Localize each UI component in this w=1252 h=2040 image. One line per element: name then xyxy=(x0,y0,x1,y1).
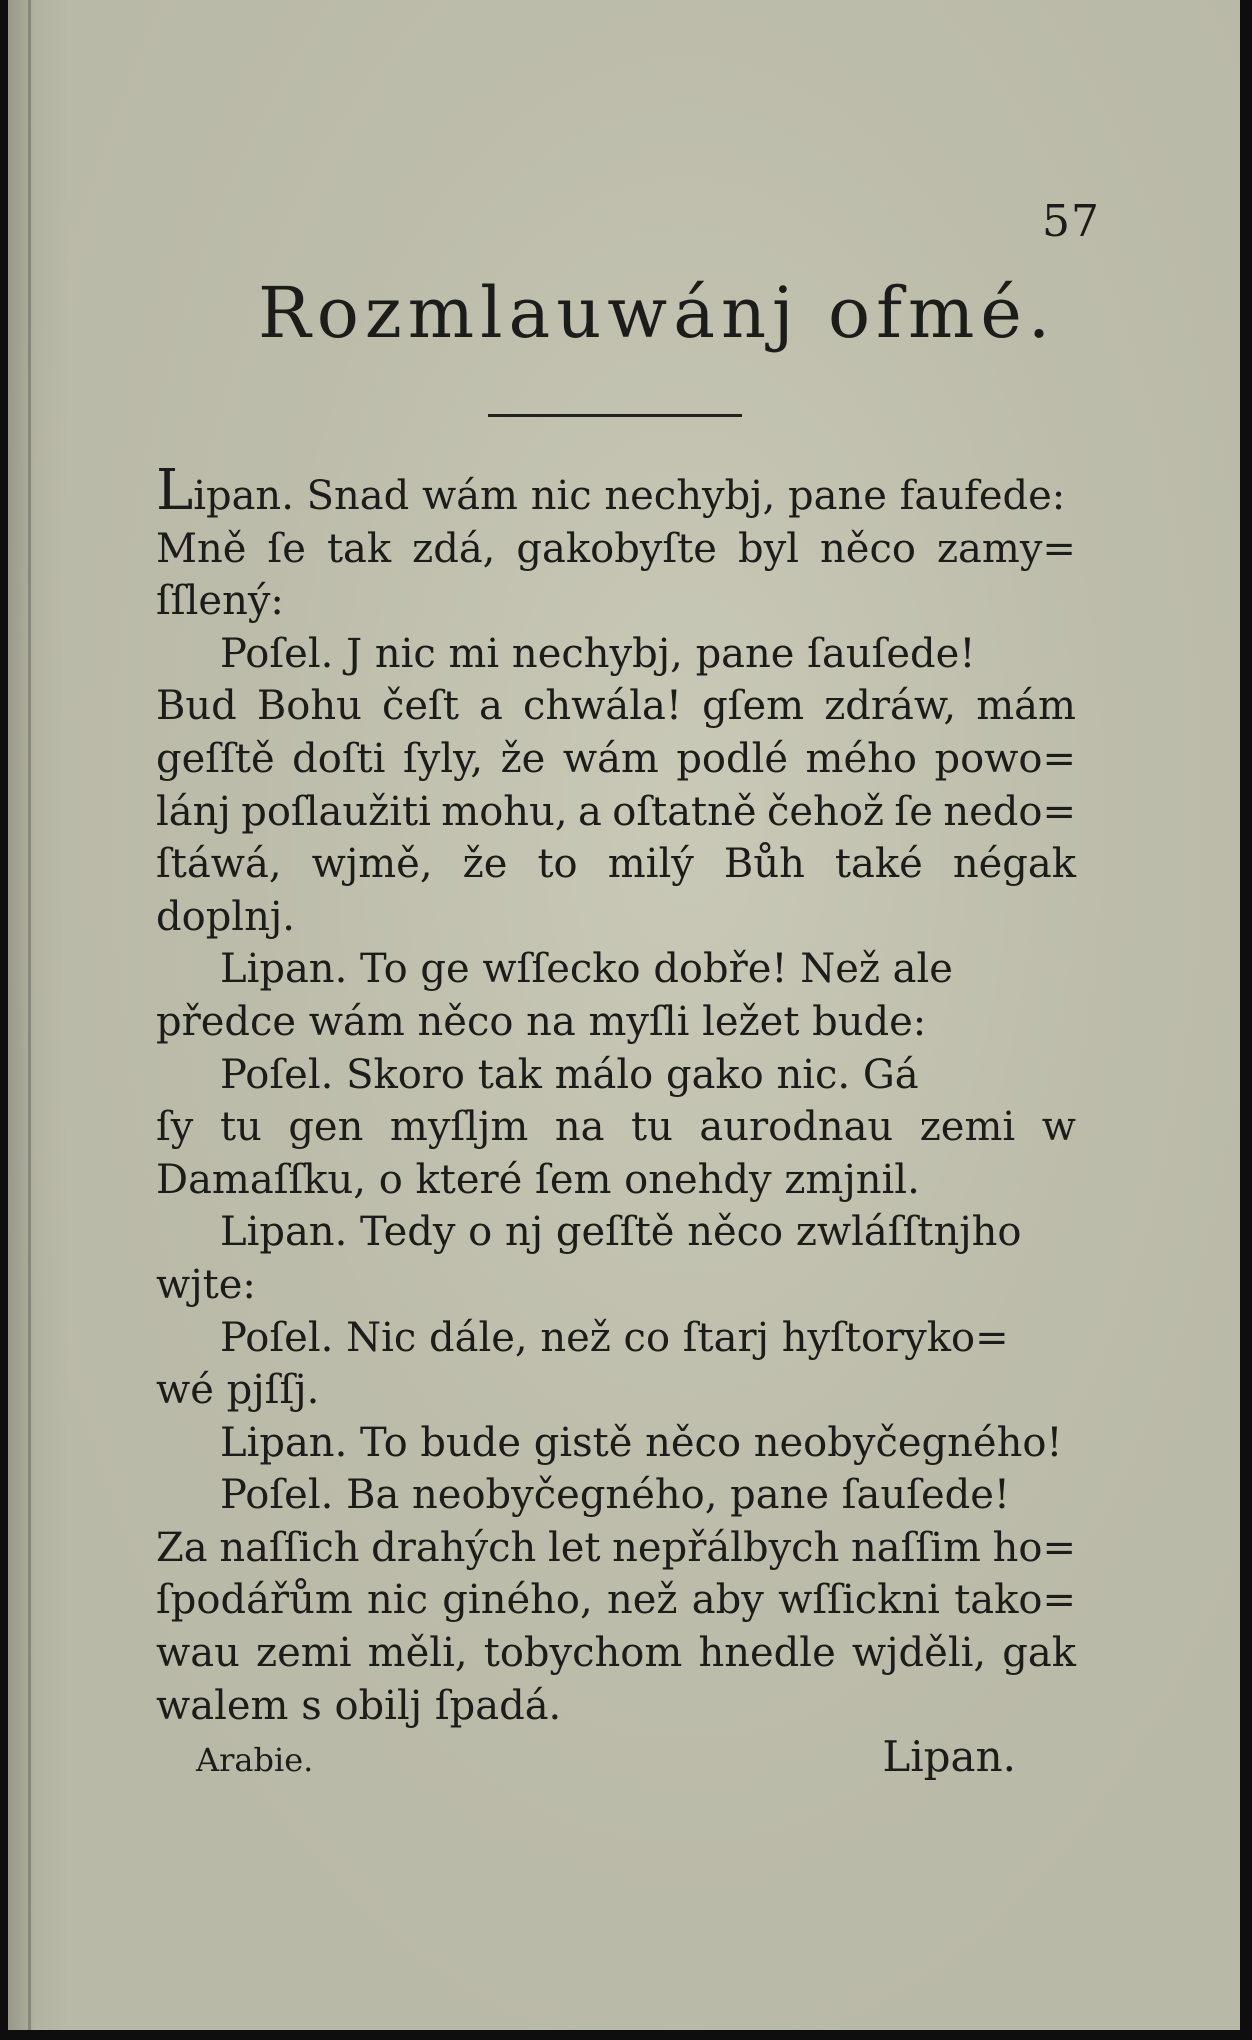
word: něco xyxy=(820,525,916,572)
word: ſtáwá, xyxy=(156,841,282,888)
word: oſtatně xyxy=(612,788,757,835)
line-text: Poſel. Nic dále, než co ſtarj hyſtoryko= xyxy=(220,1314,1009,1361)
word: ſe xyxy=(267,525,306,572)
word: wau xyxy=(156,1630,240,1677)
word: gak xyxy=(1002,1630,1076,1677)
word: myſljm xyxy=(389,1104,529,1151)
text-line xyxy=(156,838,1076,891)
text-line xyxy=(156,1574,1076,1627)
word: tobychom xyxy=(483,1630,683,1677)
chapter-title: Rozmlauwánj ofmé. xyxy=(258,272,1057,354)
word: tako= xyxy=(954,1577,1076,1624)
word: wſſickni xyxy=(778,1577,940,1624)
word: giného, xyxy=(442,1577,593,1624)
word: že xyxy=(462,841,508,888)
word: ſpodářům xyxy=(156,1577,353,1624)
text-line xyxy=(156,1469,1076,1522)
text-line xyxy=(156,786,1076,839)
word: chwála! xyxy=(523,683,682,730)
line-text: wjte: xyxy=(156,1261,256,1308)
text-line xyxy=(156,1101,1076,1154)
line-text: předce wám něco na myſli ležet bude: xyxy=(156,998,927,1045)
word: nepřálbych xyxy=(612,1524,840,1571)
word: to xyxy=(537,841,578,888)
text-line xyxy=(156,1312,1076,1365)
text-line xyxy=(156,1206,1076,1259)
text-line xyxy=(156,891,1076,944)
line-text: Damaſſku, o které ſem onehdy zmjnil. xyxy=(156,1156,920,1203)
word: poſlaužiti xyxy=(241,788,431,835)
word: čehož xyxy=(767,788,884,835)
word: podlé xyxy=(676,735,789,782)
word: Mně xyxy=(156,525,247,572)
word: zdráw, xyxy=(824,683,957,730)
page-number: 57 xyxy=(1042,196,1100,247)
line-text: Lipan. Tedy o nj geſſtě něco zwláſſtnjho xyxy=(220,1209,1022,1256)
word: čeſt xyxy=(381,683,459,730)
text-line xyxy=(156,628,1076,681)
initial-letter: L xyxy=(156,458,194,523)
word: gen xyxy=(288,1104,364,1151)
line-text: ſſlený: xyxy=(156,578,284,625)
word: na xyxy=(554,1104,605,1151)
word: Bohu xyxy=(256,683,362,730)
word: mého xyxy=(805,735,917,782)
word: milý xyxy=(607,841,694,888)
word: w xyxy=(1041,1104,1076,1151)
word: drahých xyxy=(371,1524,537,1571)
word: ſyly, xyxy=(402,735,484,782)
line-text: Lipan. To ge wſſecko dobře! Než ale xyxy=(220,946,953,993)
line-text: Lipan. To bude gistě něco neobyčegného! xyxy=(220,1419,1063,1466)
word: byl xyxy=(737,525,799,572)
text-line xyxy=(156,943,1076,996)
text-line xyxy=(156,1259,1076,1312)
word: zdá, xyxy=(412,525,496,572)
word: nic xyxy=(367,1577,429,1624)
text-line xyxy=(156,1154,1076,1207)
signature-mark: Arabie. xyxy=(196,1741,314,1779)
title-rule xyxy=(488,414,742,417)
word: než xyxy=(606,1577,678,1624)
text-line xyxy=(156,458,1076,523)
line-text xyxy=(156,458,1066,523)
word: tu xyxy=(219,1104,262,1151)
word: lánj xyxy=(156,788,231,835)
line-text: Poſel. Ba neobyčegného, pane ſauſede! xyxy=(220,1472,1010,1519)
page-gutter xyxy=(28,0,31,2030)
line-text: wé pjſſj. xyxy=(156,1367,320,1414)
word: wám xyxy=(562,735,659,782)
word: zamy= xyxy=(936,525,1076,572)
word: aby xyxy=(691,1577,764,1624)
book-page xyxy=(8,0,1240,2030)
word: doſti xyxy=(292,735,386,782)
word: a xyxy=(479,683,503,730)
word: geſſtě xyxy=(156,735,275,782)
word: tak xyxy=(326,525,392,572)
word: Bud xyxy=(156,683,237,730)
word: nedo= xyxy=(943,788,1076,835)
word: ſe xyxy=(894,788,933,835)
word: a xyxy=(577,788,602,835)
word: také xyxy=(834,841,923,888)
word: mám xyxy=(976,683,1076,730)
word: gſem xyxy=(702,683,805,730)
word: že xyxy=(500,735,546,782)
word: měli, xyxy=(367,1630,468,1677)
text-line xyxy=(156,1049,1076,1102)
text-line xyxy=(156,1522,1076,1575)
text-line xyxy=(156,1364,1076,1417)
body-text xyxy=(156,458,1076,1732)
word: ho= xyxy=(992,1524,1076,1571)
line-text: doplnj. xyxy=(156,893,295,940)
word: wjmě, xyxy=(311,841,433,888)
line-text: Poſel. Skoro tak málo gako nic. Gá xyxy=(220,1051,919,1098)
text-line xyxy=(156,1627,1076,1680)
word: zemi xyxy=(256,1630,352,1677)
word: négak xyxy=(952,841,1076,888)
text-line xyxy=(156,680,1076,733)
text-line xyxy=(156,1680,1076,1733)
word: powo= xyxy=(934,735,1076,782)
word: Za xyxy=(156,1524,208,1571)
word: zemi xyxy=(919,1104,1016,1151)
word: hnedle xyxy=(698,1630,836,1677)
page-footer xyxy=(196,1732,1016,1781)
word: Bůh xyxy=(723,841,805,888)
word: aurodnau xyxy=(699,1104,894,1151)
text-line xyxy=(156,996,1076,1049)
text-line xyxy=(156,575,1076,628)
line-text-rest: ipan. Snad wám nic nechybj, pane faufede: xyxy=(193,473,1066,519)
word: naſſim xyxy=(851,1524,981,1571)
line-text: Poſel. J nic mi nechybj, pane ſauſede! xyxy=(220,630,976,677)
line-text: walem s obilj ſpadá. xyxy=(156,1682,562,1729)
text-line xyxy=(156,523,1076,576)
word: wjděli, xyxy=(851,1630,987,1677)
text-line xyxy=(156,733,1076,786)
word: tu xyxy=(631,1104,673,1151)
text-line xyxy=(156,1417,1076,1470)
word: mohu, xyxy=(441,788,568,835)
word: gakobyſte xyxy=(516,525,717,572)
word: let xyxy=(547,1524,601,1571)
word: naſſich xyxy=(219,1524,360,1571)
word: ſy xyxy=(156,1104,194,1151)
catchword: Lipan. xyxy=(882,1732,1016,1781)
